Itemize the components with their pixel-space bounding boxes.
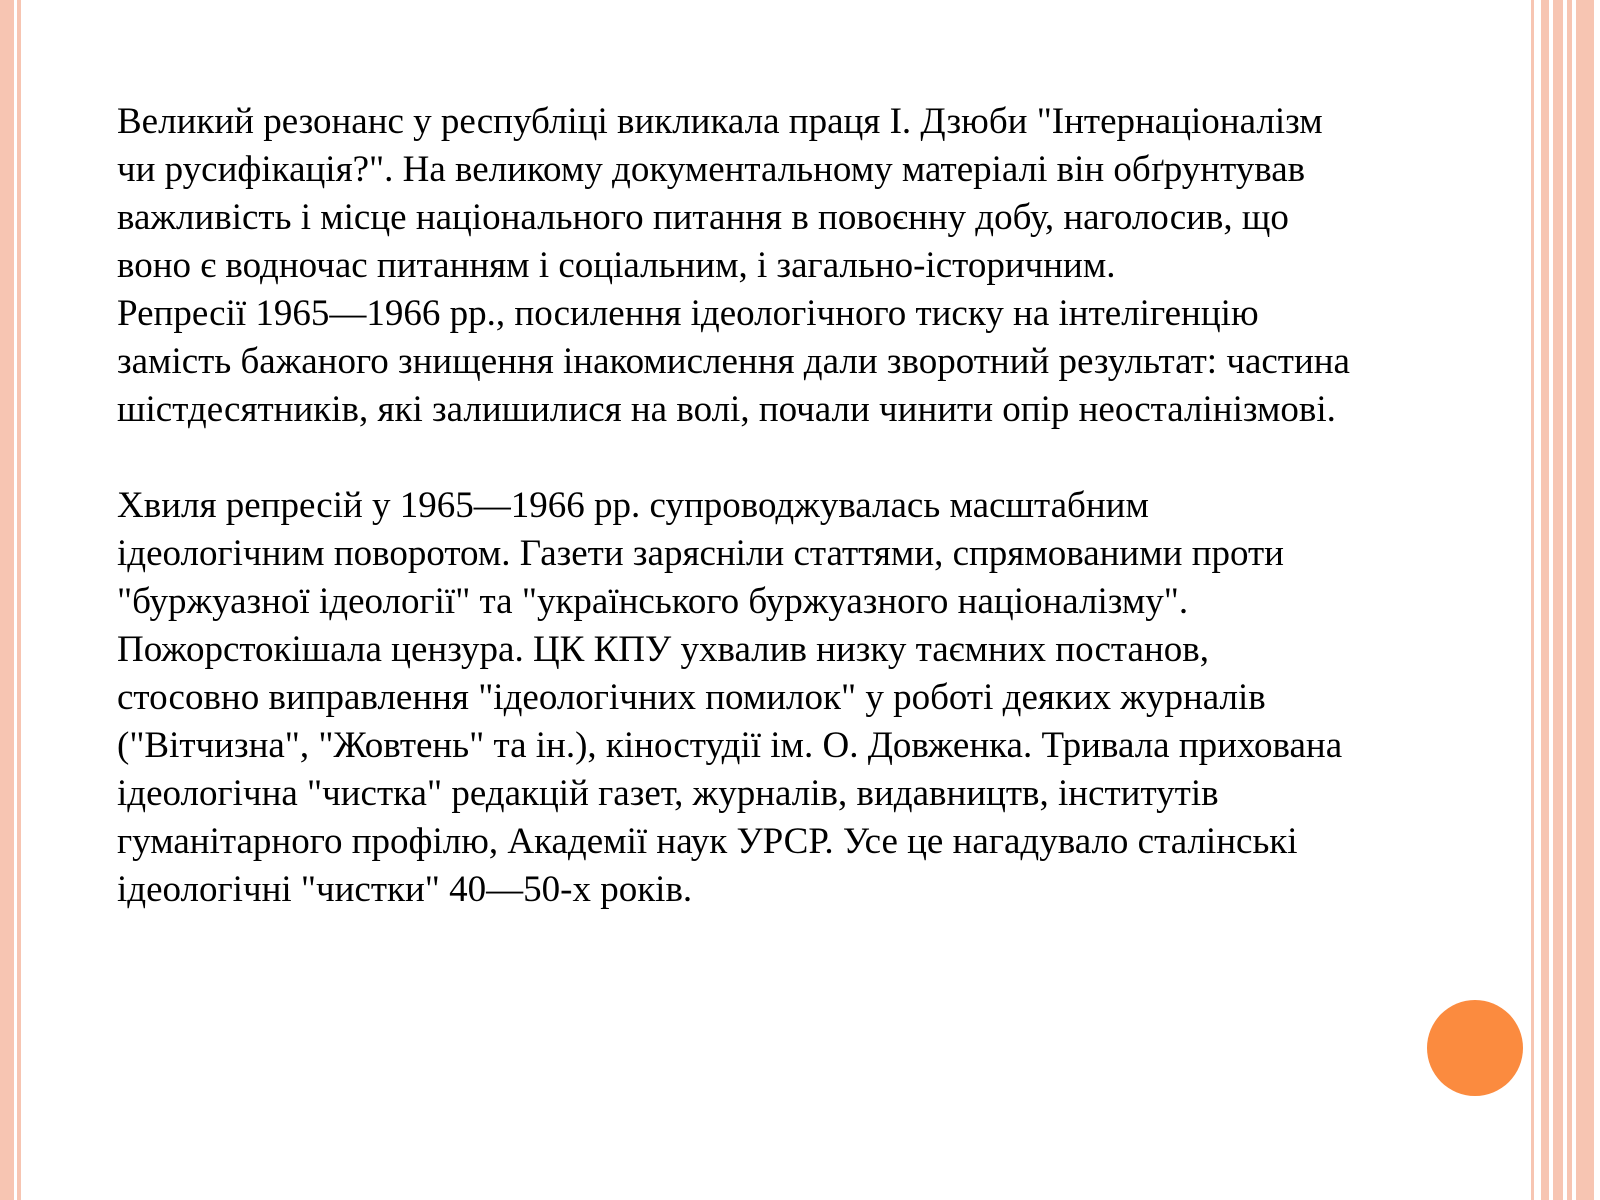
right-border-stripe	[1567, 0, 1572, 1200]
right-border-stripe	[1531, 0, 1534, 1200]
paragraph-dzyuba: Великий резонанс у республіці викликала праця І. Дзюби "Інтернаціоналізм чи русифікація?". На великому документальному матеріалі він обґрунтував важливість і місце національного питання в повоєнну добу, наголосив, що воно є водночас питанням і соціальним, і загально-історичним.	[117, 101, 1323, 286]
right-border-stripe	[1576, 0, 1594, 1200]
left-border-stripe	[0, 0, 14, 1200]
paragraph-spacer	[117, 434, 1352, 482]
left-border-stripe-thin	[17, 0, 21, 1200]
right-border-stripe	[1553, 0, 1563, 1200]
slide-body-text	[117, 98, 1352, 914]
paragraph-repressions-result: Репресії 1965—1966 рр., посилення ідеологічного тиску на інтелігенцію замість бажаного знищення інакомислення дали зворотний результат: частина шістдесятників, які залишилися на волі, почали чинити опір неосталінізмові.	[117, 293, 1350, 430]
right-border-stripe	[1541, 0, 1549, 1200]
decorative-circle	[1427, 1000, 1523, 1096]
paragraph-ideological-turn: Хвиля репресій у 1965—1966 рр. супроводжувалась масштабним ідеологічним поворотом. Газети зарясніли статтями, спрямованими проти "буржуазної ідеології" та "українського буржуазного націоналізму". Пожорстокішала цензура. ЦК КПУ ухвалив низку таємних постанов, стосовно виправлення "ідеологічних помилок" у роботі деяких журналів ("Вітчизна", "Жовтень" та ін.), кіностудії ім. О. Довженка. Тривала прихована ідеологічна "чистка" редакцій газет, журналів, видавництв, інститутів гуманітарного профілю, Академії наук УРСР. Усе це нагадувало сталінські ідеологічні "чистки" 40—50-х років.	[117, 485, 1343, 910]
